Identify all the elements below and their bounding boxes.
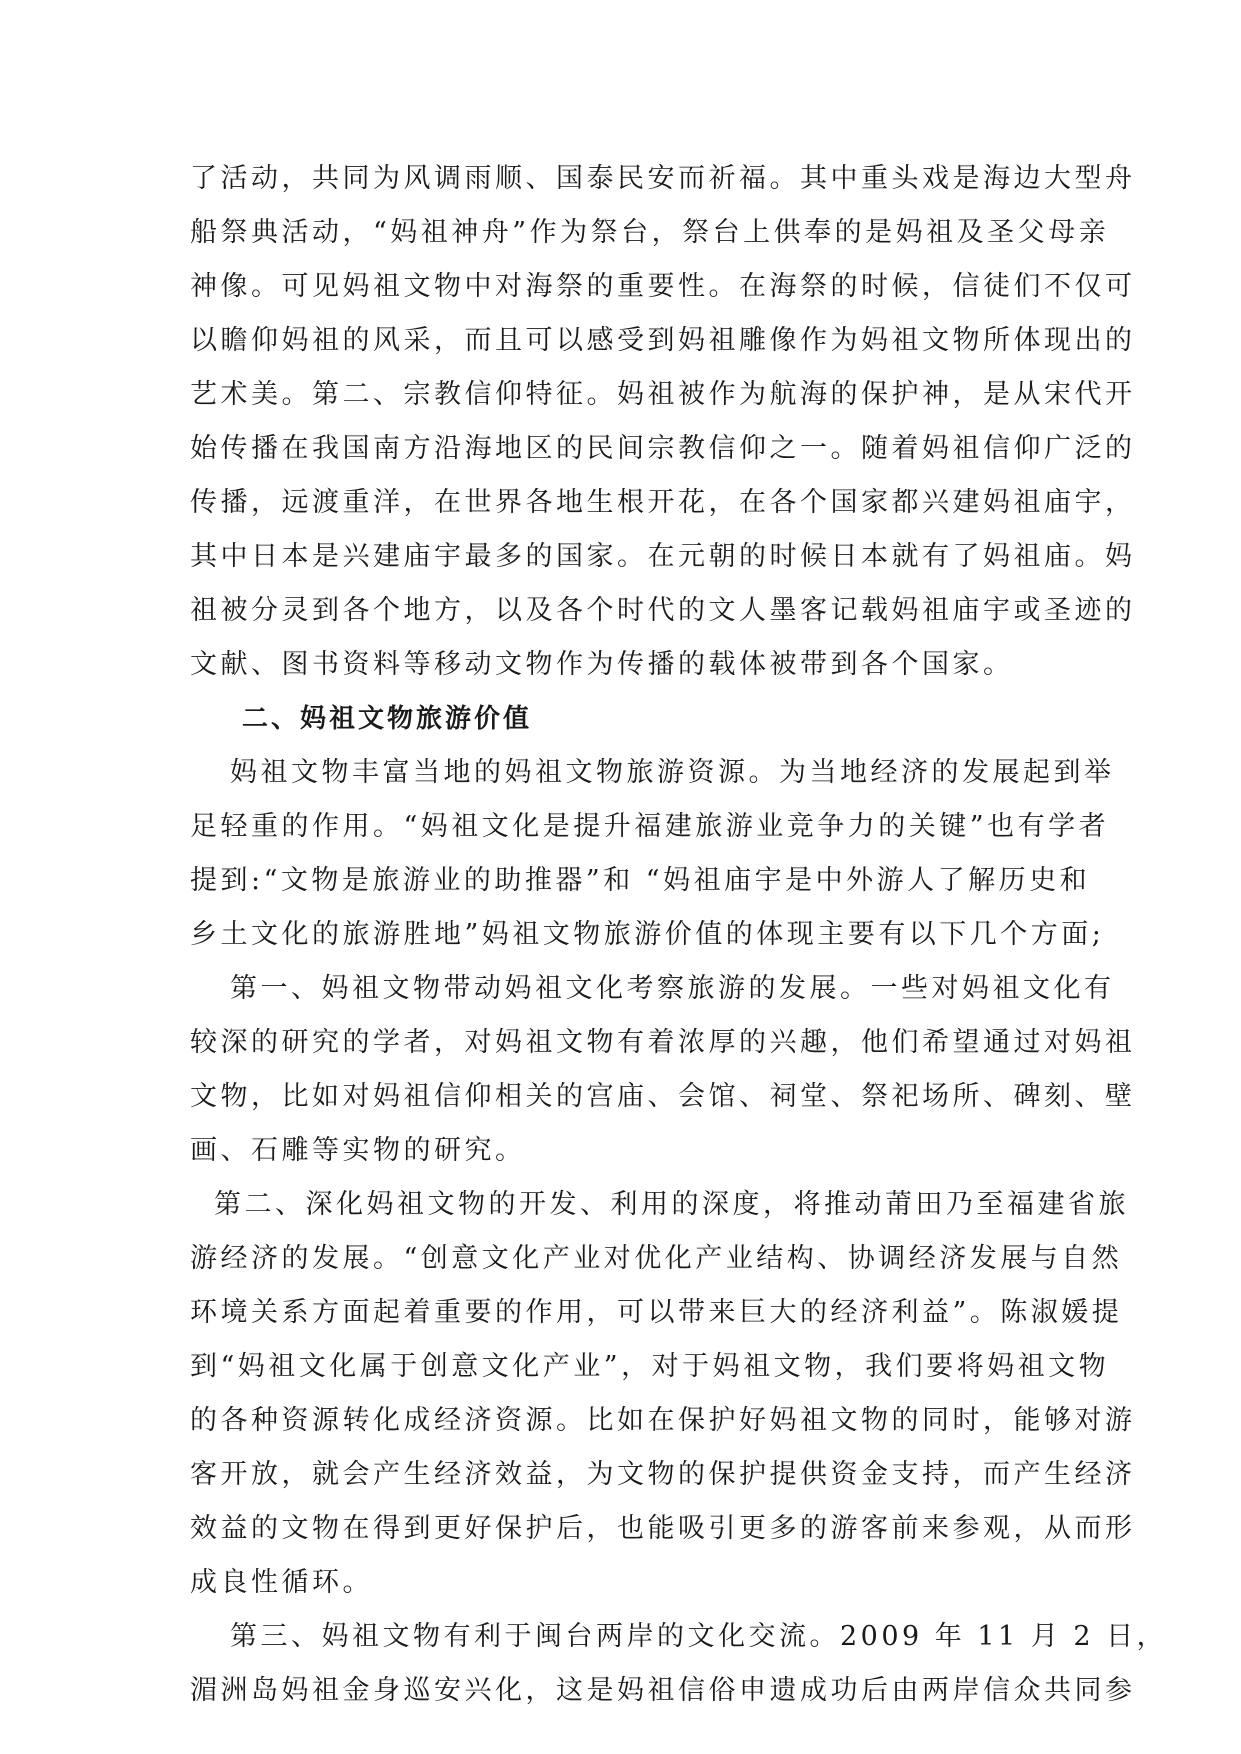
text-line: 乡土文化的旅游胜地”妈祖文物旅游价值的体现主要有以下几个方面;	[190, 919, 1105, 950]
text-line: 客开放，就会产生经济效益，为文物的保护提供资金支持，而产生经济	[190, 1459, 1136, 1490]
text-line: 画、石雕等实物的研究。	[190, 1135, 526, 1166]
text-line: 到“妈祖文化属于创意文化产业”，对于妈祖文物，我们要将妈祖文物	[190, 1351, 1110, 1382]
text-line: 文物，比如对妈祖信仰相关的宫庙、会馆、祠堂、祭祀场所、碑刻、壁	[190, 1081, 1136, 1112]
text-line: 效益的文物在得到更好保护后，也能吸引更多的游客前来参观，从而形	[190, 1513, 1136, 1544]
text-line: 妈祖文物丰富当地的妈祖文物旅游资源。为当地经济的发展起到举	[230, 757, 1115, 788]
text-line: 祖被分灵到各个地方，以及各个时代的文人墨客记载妈祖庙宇或圣迹的	[190, 595, 1136, 626]
text-line: 文献、图书资料等移动文物作为传播的载体被带到各个国家。	[190, 649, 1014, 680]
text-line: 其中日本是兴建庙宇最多的国家。在元朝的时候日本就有了妈祖庙。妈	[190, 541, 1136, 572]
text-line: 艺术美。第二、宗教信仰特征。妈祖被作为航海的保护神，是从宋代开	[190, 379, 1136, 410]
text-line: 第二、深化妈祖文物的开发、利用的深度，将推动莆田乃至福建省旅	[214, 1189, 1129, 1220]
text-line: 第三、妈祖文物有利于闽台两岸的文化交流。2009 年 11 月 2 日，	[230, 1621, 1168, 1652]
text-line: 船祭典活动，“妈祖神舟”作为祭台，祭台上供奉的是妈祖及圣父母亲	[190, 217, 1110, 248]
text-line: 较深的研究的学者，对妈祖文物有着浓厚的兴趣，他们希望通过对妈祖	[190, 1027, 1136, 1058]
text-line: 了活动，共同为风调雨顺、国泰民安而祈福。其中重头戏是海边大型舟	[190, 163, 1136, 194]
text-line: 湄洲岛妈祖金身巡安兴化，这是妈祖信俗申遗成功后由两岸信众共同参	[190, 1675, 1136, 1706]
text-line: 足轻重的作用。“妈祖文化是提升福建旅游业竞争力的关键”也有学者	[190, 811, 1110, 842]
text-line: 以瞻仰妈祖的风采，而且可以感受到妈祖雕像作为妈祖文物所体现出的	[190, 325, 1136, 356]
text-line: 游经济的发展。“创意文化产业对优化产业结构、协调经济发展与自然	[190, 1243, 1123, 1274]
text-line: 传播，远渡重洋，在世界各地生根开花，在各个国家都兴建妈祖庙宇，	[190, 487, 1136, 518]
section-heading: 二、妈祖文物旅游价值	[242, 704, 533, 734]
body-text	[190, 152, 1168, 1718]
text-line: 的各种资源转化成经济资源。比如在保护好妈祖文物的同时，能够对游	[190, 1405, 1136, 1436]
text-line: 始传播在我国南方沿海地区的民间宗教信仰之一。随着妈祖信仰广泛的	[190, 433, 1136, 464]
text-line: 成良性循环。	[190, 1567, 373, 1598]
text-line: 第一、妈祖文物带动妈祖文化考察旅游的发展。一些对妈祖文化有	[230, 973, 1115, 1004]
text-line: 环境关系方面起着重要的作用，可以带来巨大的经济利益”。陈淑媛提	[190, 1297, 1123, 1328]
text-line: 神像。可见妈祖文物中对海祭的重要性。在海祭的时候，信徒们不仅可	[190, 271, 1136, 302]
text-line: 提到:“文物是旅游业的助推器”和 “妈祖庙宇是中外游人了解历史和	[190, 865, 1091, 896]
